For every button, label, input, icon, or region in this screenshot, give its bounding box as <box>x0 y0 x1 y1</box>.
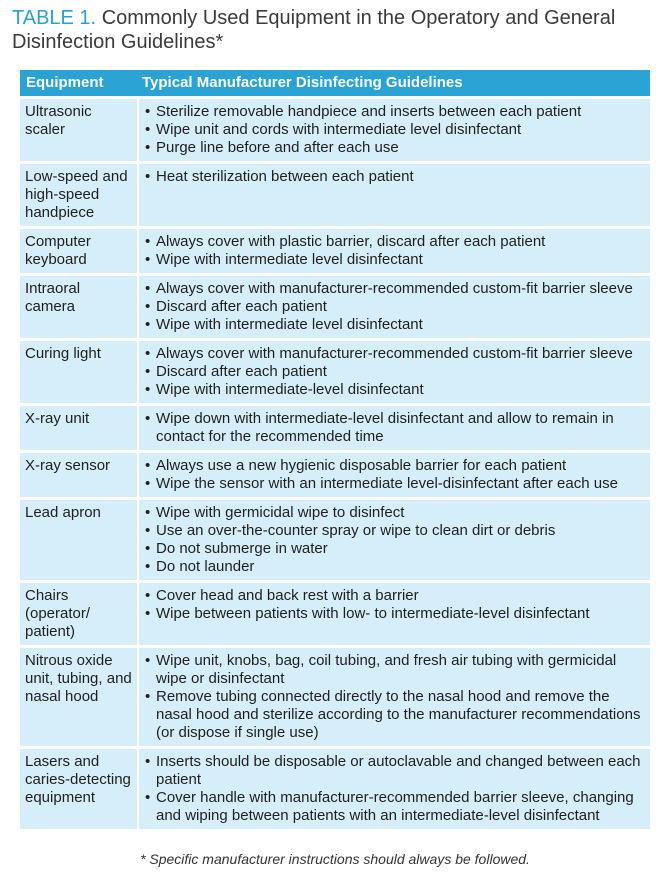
column-header-guidelines: Typical Manufacturer Disinfecting Guidelines <box>138 70 650 98</box>
guideline-item: • Wipe between patients with low- to intermediate-level disinfectant <box>144 605 646 623</box>
table-row <box>20 748 650 830</box>
guidelines-cell <box>138 582 650 647</box>
guidelines-cell <box>138 98 650 163</box>
guideline-item: • Use an over-the-counter spray or wipe to clean dirt or debris <box>144 522 646 540</box>
equipment-cell: X-ray sensor <box>20 452 138 499</box>
guidelines-cell <box>138 748 650 830</box>
guideline-item: • Cover handle with manufacturer-recommended barrier sleeve, changing and wiping between patients with an intermediate-level disinfectant <box>144 789 646 825</box>
guidelines-list <box>144 504 646 576</box>
guidelines-cell <box>138 340 650 405</box>
guideline-item: • Always use a new hygienic disposable barrier for each patient <box>144 457 646 475</box>
guidelines-list <box>144 168 646 186</box>
table-row <box>20 405 650 452</box>
guidelines-table <box>20 70 650 829</box>
guidelines-cell <box>138 452 650 499</box>
table-header-row <box>20 70 650 98</box>
table-title-text: Commonly Used Equipment in the Operatory and General Disinfection Guidelines* <box>12 7 616 53</box>
table-row <box>20 275 650 340</box>
guideline-item: • Wipe the sensor with an intermediate level-disinfectant after each use <box>144 475 646 493</box>
guidelines-list <box>144 410 646 446</box>
guideline-item: • Always cover with manufacturer-recommended custom-fit barrier sleeve <box>144 280 646 298</box>
guidelines-cell <box>138 163 650 228</box>
table-row <box>20 647 650 748</box>
guideline-item: • Always cover with plastic barrier, discard after each patient <box>144 233 646 251</box>
guidelines-list <box>144 753 646 825</box>
guideline-item: • Wipe with intermediate level disinfectant <box>144 316 646 334</box>
guideline-item: • Cover head and back rest with a barrier <box>144 587 646 605</box>
table-row <box>20 452 650 499</box>
guidelines-list <box>144 233 646 269</box>
guideline-item: • Heat sterilization between each patient <box>144 168 646 186</box>
guideline-item: • Sterilize removable handpiece and inserts between each patient <box>144 103 646 121</box>
guidelines-list <box>144 280 646 334</box>
equipment-cell: Lasers and caries-detecting equipment <box>20 748 138 830</box>
guideline-item: • Always cover with manufacturer-recommended custom-fit barrier sleeve <box>144 345 646 363</box>
guideline-item: • Wipe with germicidal wipe to disinfect <box>144 504 646 522</box>
guidelines-list <box>144 652 646 742</box>
guidelines-cell <box>138 499 650 582</box>
guidelines-list <box>144 345 646 399</box>
table-row <box>20 98 650 163</box>
guideline-item: • Wipe down with intermediate-level disinfectant and allow to remain in contact for the recommended time <box>144 410 646 446</box>
table-row <box>20 228 650 275</box>
guideline-item: • Purge line before and after each use <box>144 139 646 157</box>
equipment-cell: Low-speed and high-speed handpiece <box>20 163 138 228</box>
equipment-cell: Lead apron <box>20 499 138 582</box>
guideline-item: • Do not launder <box>144 558 646 576</box>
guideline-item: • Wipe with intermediate level disinfectant <box>144 251 646 269</box>
guidelines-cell <box>138 228 650 275</box>
guideline-item: • Inserts should be disposable or autoclavable and changed between each patient <box>144 753 646 789</box>
table-title <box>12 6 662 54</box>
table-row <box>20 163 650 228</box>
equipment-cell: X-ray unit <box>20 405 138 452</box>
footnote: * Specific manufacturer instructions should always be followed. <box>140 851 530 867</box>
column-header-equipment: Equipment <box>20 70 138 98</box>
guideline-item: • Do not submerge in water <box>144 540 646 558</box>
guideline-item: • Wipe with intermediate-level disinfectant <box>144 381 646 399</box>
table-number: TABLE 1. <box>12 7 97 29</box>
guideline-item: • Wipe unit, knobs, bag, coil tubing, and fresh air tubing with germicidal wipe or disinfectant <box>144 652 646 688</box>
guidelines-cell <box>138 275 650 340</box>
guidelines-cell <box>138 405 650 452</box>
equipment-cell: Ultrasonic scaler <box>20 98 138 163</box>
guideline-item: • Remove tubing connected directly to the nasal hood and remove the nasal hood and sterilize according to the manufacturer recommendations (or dispose if single use) <box>144 688 646 742</box>
guidelines-list <box>144 457 646 493</box>
guidelines-list <box>144 587 646 623</box>
equipment-cell: Computer keyboard <box>20 228 138 275</box>
equipment-cell: Nitrous oxide unit, tubing, and nasal hood <box>20 647 138 748</box>
equipment-cell: Intraoral camera <box>20 275 138 340</box>
guideline-item: • Wipe unit and cords with intermediate level disinfectant <box>144 121 646 139</box>
guideline-item: • Discard after each patient <box>144 363 646 381</box>
table-row <box>20 499 650 582</box>
table-row <box>20 582 650 647</box>
guidelines-list <box>144 103 646 157</box>
equipment-cell: Curing light <box>20 340 138 405</box>
guideline-item: • Discard after each patient <box>144 298 646 316</box>
guidelines-cell <box>138 647 650 748</box>
table-body <box>20 98 650 830</box>
equipment-cell: Chairs (operator/ patient) <box>20 582 138 647</box>
table-row <box>20 340 650 405</box>
